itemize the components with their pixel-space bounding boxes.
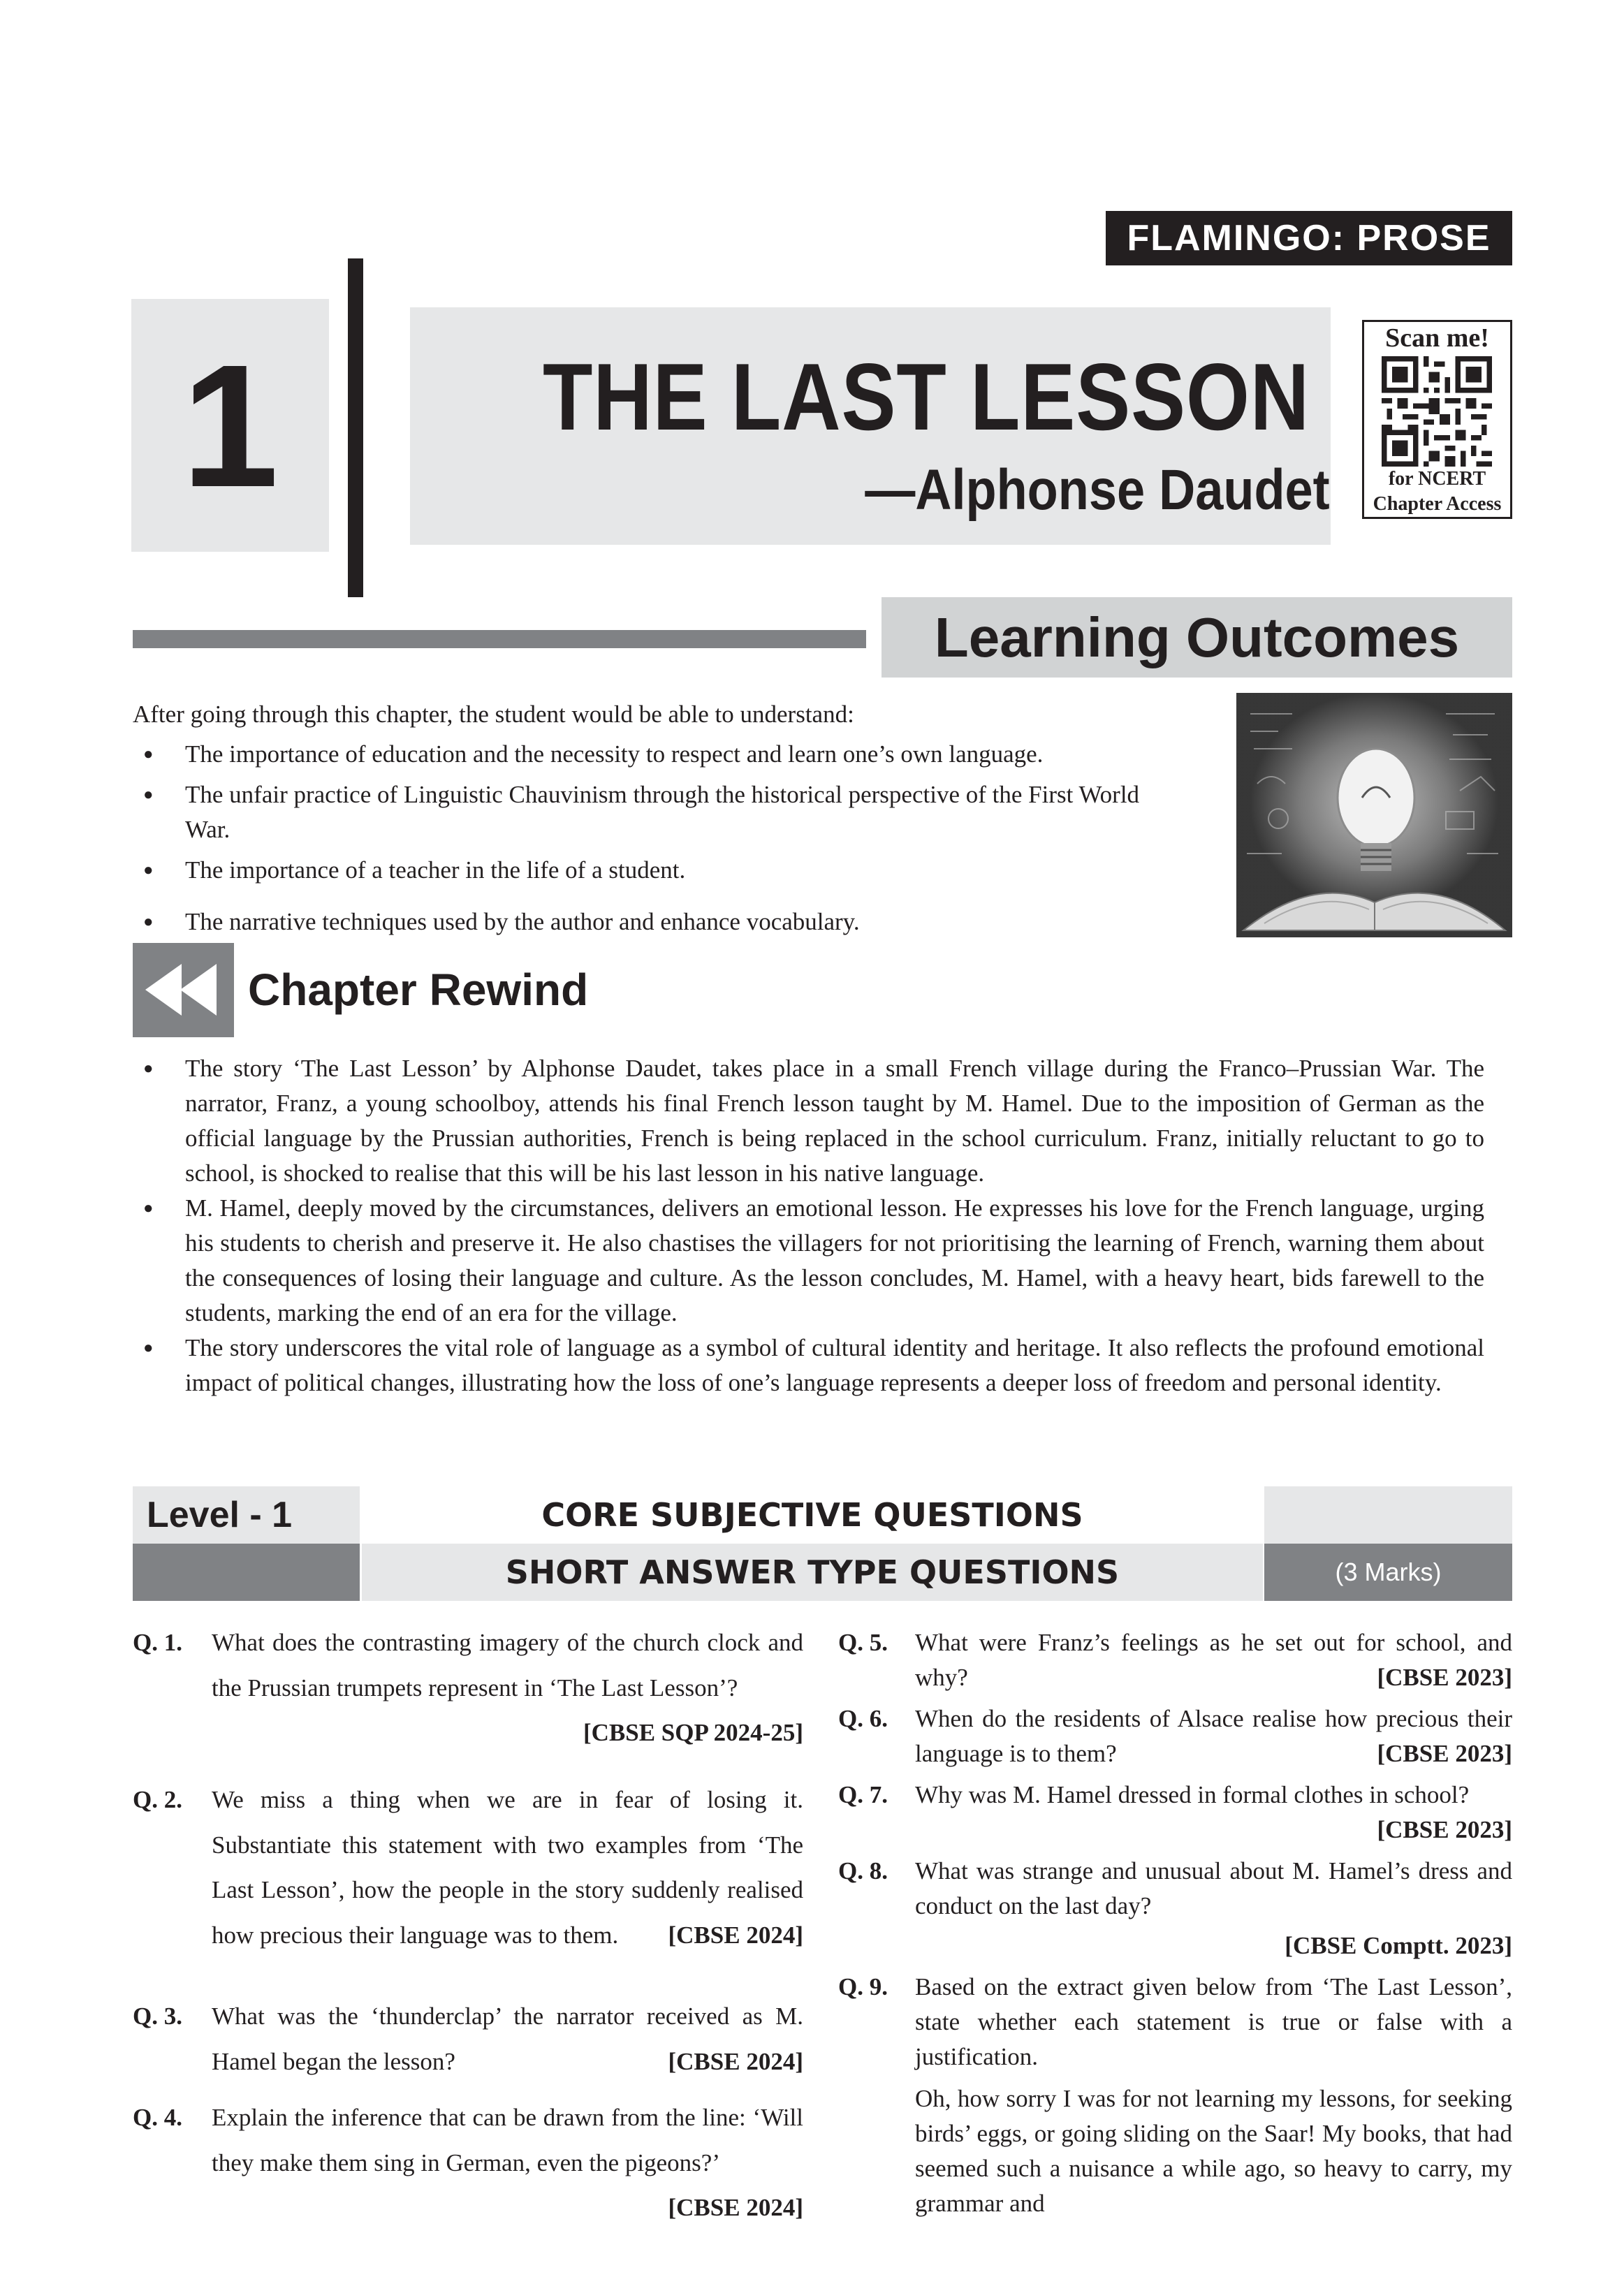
question-text: What were Franz’s feelings as he set out for school, and why? [915, 1629, 1512, 1691]
qr-scan-label: Scan me! [1385, 323, 1489, 353]
list-item: ● The narrative techniques used by the author and enhance vocabulary. [133, 905, 1236, 939]
question-source: [CBSE 2024] [668, 2047, 803, 2075]
list-item: ● The story underscores the vital role of language as a symbol of cultural identity and heritage. It also reflects the profound emotional impact of political changes, illustrating how the loss of one’s language represents a deeper loss of freedom and personal identity. [133, 1331, 1484, 1400]
list-item: ● The unfair practice of Linguistic Chauvinism through the historical perspective of the First World War. [133, 777, 1236, 847]
question-text: What was strange and unusual about M. Hamel’s dress and conduct on the last day? [915, 1857, 1512, 1919]
learning-outcomes-intro: After going through this chapter, the student would be able to understand: [133, 701, 854, 728]
question-text: When do the residents of Alsace realise how precious their language is to them? [915, 1705, 1512, 1767]
question-number: Q. 1. [133, 1629, 182, 1656]
chapter-rewind-list [133, 1051, 1484, 1400]
question-number: Q. 4. [133, 2104, 182, 2131]
question-text: Why was M. Hamel dressed in formal clothes in school? [915, 1781, 1470, 1808]
question-source: [CBSE Comptt. 2023] [1285, 1932, 1512, 1959]
question-source: [CBSE 2023] [1377, 1740, 1512, 1767]
level-label: Level - 1 [133, 1486, 360, 1544]
qr-code-icon[interactable] [1382, 356, 1492, 467]
list-item: ● The importance of education and the necessity to respect and learn one’s own language. [133, 737, 1236, 772]
chapter-title: THE LAST LESSON [543, 344, 1310, 450]
chapter-rewind-heading: Chapter Rewind [248, 965, 589, 1015]
question-source: [CBSE SQP 2024-25] [583, 1719, 803, 1746]
header-filler [1264, 1486, 1512, 1544]
question-number: Q. 9. [838, 1973, 888, 2000]
question-source: [CBSE 2024] [668, 1921, 803, 1949]
rewind-icon [133, 943, 234, 1037]
question-source: [CBSE 2023] [1377, 1816, 1512, 1843]
question-text: Based on the extract given below from ‘The Last Lesson’, state whether each statement is true or false with a justification. [915, 1973, 1512, 2070]
chapter-number: 1 [131, 299, 329, 552]
question-text: Explain the inference that can be drawn from the line: ‘Will they make them sing in German, even the pigeons?’ [212, 2104, 803, 2176]
question-number: Q. 5. [838, 1629, 888, 1656]
section-rule [133, 630, 866, 648]
question-text: We miss a thing when we are in fear of losing it. Substantiate this statement with two examples from ‘The Last Lesson’, how the people in the story suddenly realised how precious their language was to them. [212, 1786, 803, 1949]
question-source: [CBSE 2024] [668, 2194, 803, 2221]
qr-caption [1362, 467, 1512, 517]
question-number: Q. 8. [838, 1857, 888, 1884]
question-number: Q. 2. [133, 1786, 182, 1813]
qr-caption-line: Chapter Access [1373, 493, 1502, 515]
list-item: ● The story ‘The Last Lesson’ by Alphonse Daudet, takes place in a small French village during the Franco–Prussian War. The narrator, Franz, a young schoolboy, attends his final French lesson taught by M. Hamel. Due to the imposition of German as the official language by the Prussian authorities, French is being replaced in the school curriculum. Franz, initially reluctant to go to school, is shocked to realise that this will be his last lesson in his native language. [133, 1051, 1484, 1191]
question-number: Q. 3. [133, 2003, 182, 2030]
question-extract: Oh, how sorry I was for not learning my lessons, for seeking birds’ eggs, or going sliding on the Saar! My books, that had seemed such a nuisance a while ago, so heavy to carry, my grammar and [915, 2085, 1512, 2217]
learning-outcomes-list [133, 737, 1236, 945]
learning-outcomes-heading: Learning Outcomes [882, 597, 1512, 678]
qr-caption-line: for NCERT [1388, 468, 1486, 490]
level-bar [133, 1544, 360, 1601]
chapter-divider [348, 258, 363, 597]
question-number: Q. 6. [838, 1705, 888, 1732]
marks-label: (3 Marks) [1264, 1544, 1512, 1601]
list-item: ● The importance of a teacher in the life of a student. [133, 853, 1236, 888]
question-text: What was the ‘thunderclap’ the narrator received as M. Hamel began the lesson? [212, 2003, 803, 2075]
lightbulb-book-image [1236, 693, 1512, 937]
section-tag: FLAMINGO: PROSE [1106, 211, 1512, 265]
short-answer-heading: SHORT ANSWER TYPE QUESTIONS [362, 1544, 1263, 1601]
question-source: [CBSE 2023] [1377, 1664, 1512, 1691]
chapter-author: —Alphonse Daudet [865, 458, 1330, 522]
question-text: What does the contrasting imagery of the church clock and the Prussian trumpets represent in ‘The Last Lesson’? [212, 1629, 803, 1701]
core-questions-heading: CORE SUBJECTIVE QUESTIONS [541, 1496, 1083, 1534]
list-item: ● M. Hamel, deeply moved by the circumstances, delivers an emotional lesson. He expresses his love for the French language, urging his students to cherish and preserve it. He also chastises the villagers for not prioritising the learning of French, warning them about the consequences of losing their language and culture. As the lesson concludes, M. Hamel, with a heavy heart, bids farewell to the students, marking the end of an era for the village. [133, 1191, 1484, 1331]
question-number: Q. 7. [838, 1781, 888, 1808]
